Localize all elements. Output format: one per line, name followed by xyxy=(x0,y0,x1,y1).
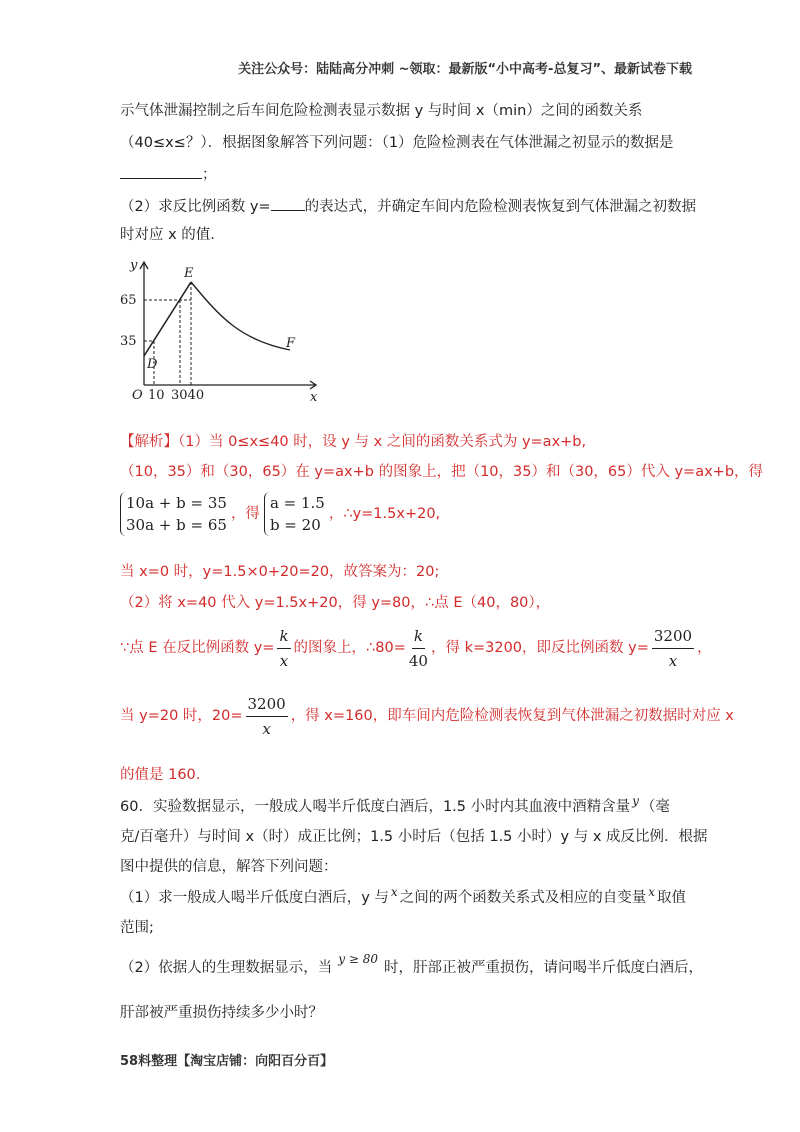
q60-var-x-2: x xyxy=(648,885,655,899)
page-footer: 58料整理【淘宝店铺：向阳百分百】 xyxy=(120,1054,334,1069)
q60-var-x: x xyxy=(390,885,398,899)
intro-line-4 xyxy=(120,194,696,217)
q60-line-4 xyxy=(120,885,686,908)
fraction-numerator: 3200 xyxy=(652,626,694,649)
q60-line-4-b: 之间的两个函数关系式及相应的自变量 xyxy=(399,890,647,906)
q60-line-1-end: （毫 xyxy=(640,799,670,815)
solution-line-6 xyxy=(120,620,712,676)
q60-line-4-a: （1）求一般成人喝半斤低度白酒后，y 与 xyxy=(120,890,389,906)
fraction-numerator: k xyxy=(412,626,425,649)
solution-b: b = 20 xyxy=(269,516,321,534)
y-tick-35: 35 xyxy=(120,334,137,349)
fraction-denominator: x xyxy=(279,651,289,670)
solution-line-5: （2）将 x=40 代入 y=1.5x+20，得 y=80，∴点 E（40，80）， xyxy=(120,595,551,611)
solution-system xyxy=(120,490,440,538)
solution-line-1 xyxy=(120,432,586,452)
intro-line-3 xyxy=(120,162,217,185)
point-d-label: D xyxy=(147,357,158,372)
fraction-3200-over-x xyxy=(652,626,694,671)
q60-var-y: y xyxy=(632,794,639,808)
fraction-denominator: x xyxy=(668,651,678,670)
x-axis-label: x xyxy=(310,390,318,405)
q60-line-6-b: 时，肝部正被严重损伤，请问喝半斤低度白酒后， xyxy=(383,960,703,976)
solution-line-1-text: 【解析】（1）当 0≤x≤40 时，设 y 与 x 之间的函数关系式为 y=ax+b, xyxy=(120,434,587,450)
fraction-numerator: k xyxy=(277,626,290,649)
intro-line-2: （40≤x≤？）．根据图象解答下列问题：（1）危险检测表在气体泄漏之初显示的数据是 xyxy=(120,135,674,151)
y-axis-label: y xyxy=(130,258,138,273)
solution-a: a = 1.5 xyxy=(269,494,325,512)
fraction-k-over-x xyxy=(277,626,290,671)
fraction-k-over-40 xyxy=(409,626,428,671)
q60-line-2: 克/百毫升）与时间 x（时）成正比例；1.5 小时后（包括 1.5 小时）y 与 x 成反比例．根据 xyxy=(120,829,708,845)
solution-line-6-b: 的图象上，∴80= xyxy=(293,640,406,656)
solution-line-7-a: 当 y=20 时，20= xyxy=(120,708,243,724)
solution-line-6-c: ，得 k=3200，即反比例函数 y= xyxy=(430,640,649,656)
x-tick-10: 10 xyxy=(148,388,165,403)
solution-line-6-a: ∵点 E 在反比例函数 y= xyxy=(120,640,275,656)
answer-blank-1 xyxy=(120,162,202,179)
q60-line-6-a: （2）依据人的生理数据显示，当 xyxy=(120,960,333,976)
solution-system-result xyxy=(264,492,325,536)
equation-system xyxy=(120,492,227,536)
solution-de: ，得 xyxy=(230,506,260,522)
curve-ef xyxy=(191,282,290,350)
equation-2: 30a + b = 65 xyxy=(126,516,227,534)
solution-line-4: 当 x=0 时，y=1.5×0+20=20，故答案为：20; xyxy=(120,564,440,580)
answer-blank-2 xyxy=(271,194,305,211)
solution-line-7-b: ，得 x=160，即车间内危险检测表恢复到气体泄漏之初数据时对应 x xyxy=(290,708,734,724)
intro-line-4-a: （2）求反比例函数 y= xyxy=(120,199,271,215)
fraction-denominator: 40 xyxy=(408,651,428,670)
fraction-3200-over-x-2 xyxy=(246,694,288,739)
q60-line-5: 范围; xyxy=(120,920,154,936)
x-tick-3040: 3040 xyxy=(171,388,205,403)
y-tick-65: 65 xyxy=(120,293,137,308)
q60-line-4-c: 取值 xyxy=(656,890,686,906)
equation-1: 10a + b = 35 xyxy=(126,494,227,512)
intro-line-5: 时对应 x 的值. xyxy=(120,227,215,243)
segment-de xyxy=(144,282,191,356)
q60-line-3: 图中提供的信息，解答下列问题： xyxy=(120,859,338,875)
point-f-label: F xyxy=(286,336,296,351)
fraction-numerator: 3200 xyxy=(246,694,288,717)
page-header: 关注公众号：陆陆高分冲刺 ~领取：最新版“小中高考-总复习”、最新试卷下载 xyxy=(238,62,692,77)
q60-line-1 xyxy=(120,794,670,817)
solution-line-2: （10，35）和（30，65）在 y=ax+b 的图象上，把（10，35）和（30，65）代入 y=ax+b，得 xyxy=(120,464,764,480)
solution-line-8: 的值是 160. xyxy=(120,767,201,783)
intro-line-3-end: ； xyxy=(202,167,217,183)
q60-line-6 xyxy=(120,952,703,978)
intro-line-1: 示气体泄漏控制之后车间危险检测表显示数据 y 与时间 x（min）之间的函数关系 xyxy=(120,103,643,119)
solution-line-6-d: ， xyxy=(697,640,712,656)
solution-result-1: ，∴y=1.5x+20, xyxy=(328,506,441,522)
point-e-label: E xyxy=(184,266,194,281)
solution-line-7 xyxy=(120,688,734,744)
fraction-denominator: x xyxy=(262,719,271,738)
q60-line-7: 肝部被严重损伤持续多少小时？ xyxy=(120,1005,323,1021)
origin-label: O xyxy=(132,388,143,403)
q60-line-1-text: 60．实验数据显示，一般成人喝半斤低度白酒后，1.5 小时内其血液中酒精含量 xyxy=(120,799,631,815)
q60-condition: y ≥ 80 xyxy=(338,952,378,966)
function-graph xyxy=(110,255,330,405)
intro-line-4-b: 的表达式，并确定车间内危险检测表恢复到气体泄漏之初数据 xyxy=(304,199,697,215)
